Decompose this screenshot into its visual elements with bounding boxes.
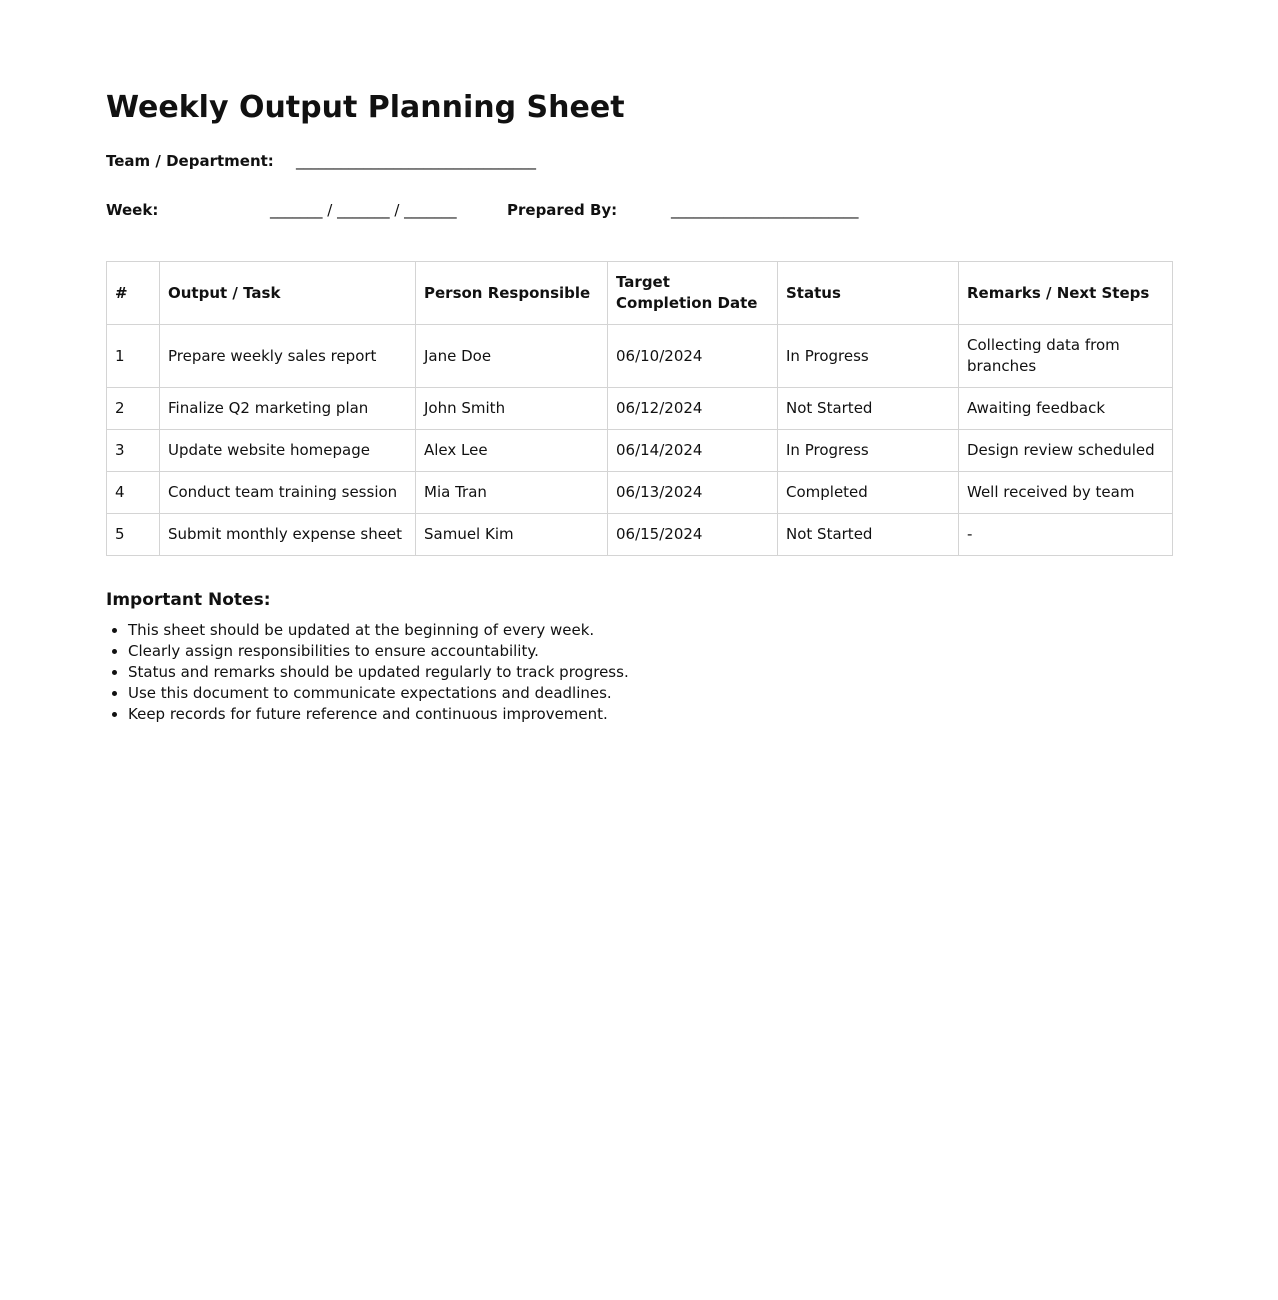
table-header-row — [107, 262, 1173, 325]
page-title: Weekly Output Planning Sheet — [106, 90, 625, 125]
cell-status: In Progress — [778, 430, 959, 472]
list-item: • Keep records for future reference and continuous improvement. — [128, 704, 1172, 725]
table-row — [107, 325, 1173, 388]
prepared-by-label: Prepared By: — [507, 201, 618, 219]
cell-status: Not Started — [778, 388, 959, 430]
cell-remarks: Collecting data from branches — [959, 325, 1173, 388]
cell-task: Finalize Q2 marketing plan — [160, 388, 416, 430]
cell-status: Completed — [778, 472, 959, 514]
cell-task: Prepare weekly sales report — [160, 325, 416, 388]
header-number: # — [107, 262, 160, 325]
table-row — [107, 430, 1173, 472]
cell-number: 5 — [107, 514, 160, 556]
notes-heading: Important Notes: — [106, 590, 271, 610]
cell-date: 06/13/2024 — [608, 472, 778, 514]
cell-remarks: Design review scheduled — [959, 430, 1173, 472]
list-item: • Use this document to communicate expectations and deadlines. — [128, 683, 1172, 704]
cell-date: 06/12/2024 — [608, 388, 778, 430]
cell-person: Jane Doe — [416, 325, 608, 388]
list-item: • Clearly assign responsibilities to ensure accountability. — [128, 641, 1172, 662]
notes-list — [106, 620, 1172, 725]
header-task: Output / Task — [160, 262, 416, 325]
cell-person: Alex Lee — [416, 430, 608, 472]
list-item: • This sheet should be updated at the beginning of every week. — [128, 620, 1172, 641]
cell-number: 1 — [107, 325, 160, 388]
header-status: Status — [778, 262, 959, 325]
team-blank-line[interactable]: ________________________________ — [296, 152, 536, 170]
header-remarks: Remarks / Next Steps — [959, 262, 1173, 325]
cell-task: Conduct team training session — [160, 472, 416, 514]
table-row — [107, 472, 1173, 514]
cell-date: 06/14/2024 — [608, 430, 778, 472]
cell-number: 2 — [107, 388, 160, 430]
cell-remarks: - — [959, 514, 1173, 556]
list-item: • Status and remarks should be updated regularly to track progress. — [128, 662, 1172, 683]
cell-task: Update website homepage — [160, 430, 416, 472]
cell-remarks: Well received by team — [959, 472, 1173, 514]
output-table — [106, 261, 1173, 556]
cell-remarks: Awaiting feedback — [959, 388, 1173, 430]
cell-number: 4 — [107, 472, 160, 514]
cell-status: In Progress — [778, 325, 959, 388]
cell-task: Submit monthly expense sheet — [160, 514, 416, 556]
prepared-by-blank-line[interactable]: _________________________ — [671, 201, 859, 219]
cell-date: 06/10/2024 — [608, 325, 778, 388]
header-date: Target Completion Date — [608, 262, 778, 325]
cell-date: 06/15/2024 — [608, 514, 778, 556]
week-label: Week: — [106, 201, 159, 219]
cell-person: John Smith — [416, 388, 608, 430]
cell-status: Not Started — [778, 514, 959, 556]
week-field-row — [106, 201, 1172, 223]
team-label: Team / Department: — [106, 152, 274, 170]
cell-person: Mia Tran — [416, 472, 608, 514]
table-row — [107, 514, 1173, 556]
cell-person: Samuel Kim — [416, 514, 608, 556]
table-row — [107, 388, 1173, 430]
team-field-row — [106, 152, 1172, 174]
cell-number: 3 — [107, 430, 160, 472]
header-person: Person Responsible — [416, 262, 608, 325]
week-blank-line[interactable]: _______ / _______ / _______ — [270, 201, 457, 219]
